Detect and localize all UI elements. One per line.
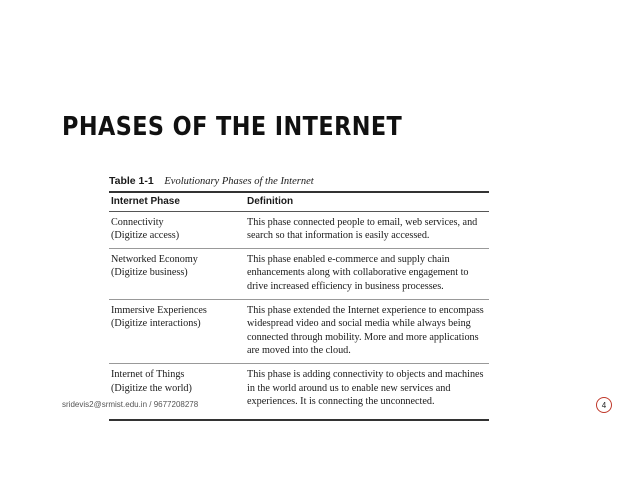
table-row: [109, 299, 489, 363]
phases-table-block: [109, 175, 489, 421]
definition-cell: This phase is adding connectivity to objects and machines in the world around us to enable new services and experiences. It is connecting the unconnected.: [245, 363, 489, 419]
header-internet-phase: Internet Phase: [109, 192, 245, 211]
definition-cell: This phase enabled e-commerce and supply chain enhancements along with collaborative engagement to drive increased efficiency in business processes.: [245, 248, 489, 299]
table-row: [109, 363, 489, 419]
phase-name: Networked Economy: [111, 253, 198, 265]
phase-name: Internet of Things: [111, 368, 185, 380]
footer-contact: sridevis2@srmist.edu.in / 9677208278: [62, 400, 199, 409]
phase-subtitle: (Digitize business): [111, 267, 188, 279]
phase-name: Immersive Experiences: [111, 304, 207, 316]
phase-cell: [109, 363, 245, 419]
table-caption-title: Evolutionary Phases of the Internet: [164, 176, 314, 187]
table-row: [109, 211, 489, 248]
table-caption-number: Table 1-1: [109, 175, 154, 187]
definition-cell: This phase extended the Internet experience to encompass widespread video and social media while always being connected through mobility. More and more applications are moved into the cloud.: [245, 299, 489, 363]
phase-subtitle: (Digitize the world): [111, 382, 192, 394]
header-definition: Definition: [245, 192, 489, 211]
phase-name: Connectivity: [111, 216, 164, 228]
phase-cell: [109, 248, 245, 299]
phase-cell: [109, 299, 245, 363]
phases-table: [109, 191, 489, 421]
phase-subtitle: (Digitize access): [111, 230, 180, 242]
table-caption: [109, 175, 489, 187]
definition-cell: This phase connected people to email, web services, and search so that information is easily accessed.: [245, 211, 489, 248]
table-header-row: [109, 192, 489, 211]
phase-subtitle: (Digitize interactions): [111, 318, 201, 330]
phase-cell: [109, 211, 245, 248]
table-row: [109, 248, 489, 299]
page-number-badge: 4: [596, 397, 612, 413]
slide-title: PHASES OF THE INTERNET: [62, 112, 403, 142]
